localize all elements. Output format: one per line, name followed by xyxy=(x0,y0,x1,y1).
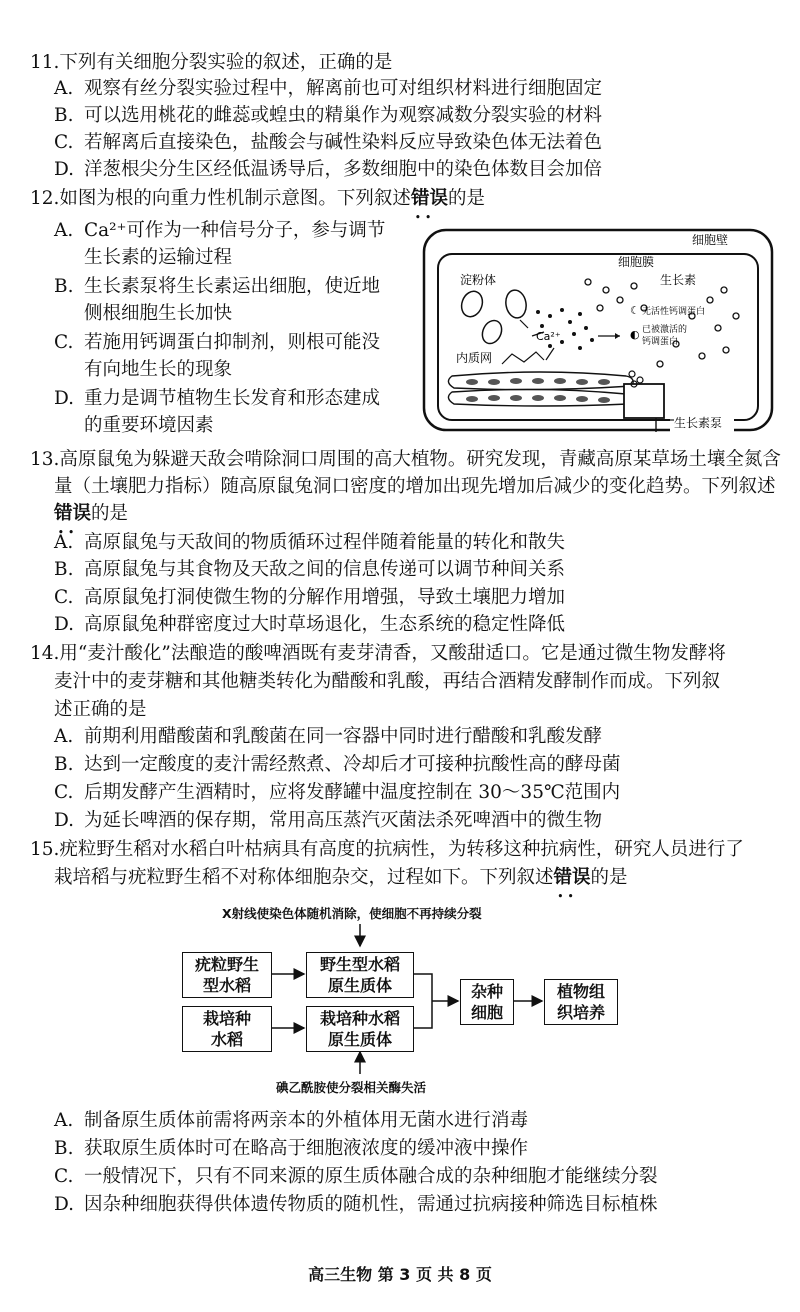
q11-option-a xyxy=(54,76,602,102)
q14-option-d xyxy=(54,808,602,834)
tissue-culture-box xyxy=(544,979,618,1025)
option-text: 生长素泵将生长素运出细胞，使近地 xyxy=(84,276,381,297)
cell-membrane-label: 细胞膜 xyxy=(618,255,655,269)
q13-stem-line2: 量（土壤肥力指标）随高原鼠兔洞口密度的增加出现先增加后减少的变化趋势。下列叙述 xyxy=(54,476,776,497)
box-line: 原生质体 xyxy=(327,976,392,995)
option-letter: C. xyxy=(54,132,74,153)
cell-wall-label: 细胞壁 xyxy=(692,233,729,247)
option-text: 可以选用桃花的雌蕊或蝗虫的精巢作为观察减数分裂实验的材料 xyxy=(84,105,603,126)
q12-option-c-cont: 有向地生长的现象 xyxy=(84,359,233,380)
option-letter: C. xyxy=(54,332,74,353)
option-letter: C. xyxy=(54,782,74,803)
q15-stem-line2 xyxy=(54,865,628,891)
auxin-label: 生长素 xyxy=(660,273,697,287)
option-text: 制备原生质体前需将两亲本的外植体用无菌水进行消毒 xyxy=(84,1110,529,1131)
active-cam-label-2: 钙调蛋白 xyxy=(642,337,679,347)
active-cam-label-1: 已被激活的 xyxy=(642,325,688,335)
option-letter: D. xyxy=(54,1194,75,1215)
option-text: 重力是调节植物生长发育和形态建成 xyxy=(84,388,381,409)
emphasis-word: 错误 • • xyxy=(554,867,591,888)
box-line: 栽培种 xyxy=(202,1009,251,1028)
option-letter: A. xyxy=(54,78,74,99)
option-letter: A. xyxy=(54,532,74,553)
option-letter: C. xyxy=(54,587,74,608)
box-line: 织培养 xyxy=(556,1003,605,1022)
option-text: 洋葱根尖分生区经低温诱导后，多数细胞中的染色体数目会加倍 xyxy=(84,159,603,180)
stem-text: 的是 xyxy=(590,867,628,888)
box-line: 野生型水稻 xyxy=(319,955,400,974)
stem-text: 的是 xyxy=(91,503,129,524)
q14-option-c xyxy=(54,780,620,806)
box-line: 植物组 xyxy=(556,982,605,1001)
q12-option-c xyxy=(54,330,380,356)
option-text: 高原鼠兔种群密度过大时草场退化，生态系统的稳定性降低 xyxy=(84,614,566,635)
page-footer: 高三生物 第 3 页 共 8 页 xyxy=(308,1265,492,1284)
q14-option-a xyxy=(54,724,602,750)
option-text: 前期利用醋酸菌和乳酸菌在同一容器中同时进行醋酸和乳酸发酵 xyxy=(84,726,603,747)
option-text: 一般情况下，只有不同来源的原生质体融合成的杂种细胞才能继续分裂 xyxy=(84,1166,658,1187)
emphasis-word: 错误 • • xyxy=(411,188,448,209)
q13-stem-line3 xyxy=(54,501,128,527)
box-line: 水稻 xyxy=(210,1030,243,1049)
option-text: 观察有丝分裂实验过程中，解离前也可对组织材料进行细胞固定 xyxy=(84,78,603,99)
option-letter: B. xyxy=(54,276,74,297)
option-text: 为延长啤酒的保存期，常用高压蒸汽灭菌法杀死啤酒中的微生物 xyxy=(84,810,603,831)
option-text: 高原鼠兔与其食物及天敌之间的信息传递可以调节种间关系 xyxy=(84,559,566,580)
q12-stem xyxy=(30,186,485,212)
er-label: 内质网 xyxy=(456,351,493,365)
option-text: 若施用钙调蛋白抑制剂，则根可能没 xyxy=(84,332,381,353)
option-text: 达到一定酸度的麦汁需经熬煮、冷却后才可接种抗酸性高的酵母菌 xyxy=(84,754,621,775)
q14-stem-line1: 14.用“麦汁酸化”法酿造的酸啤酒既有麦芽清香，又酸甜适口。它是通过微生物发酵将 xyxy=(30,643,726,664)
er-network xyxy=(502,352,544,364)
wild-rice-box xyxy=(182,952,272,998)
q12-option-b-cont: 侧根细胞生长加快 xyxy=(84,303,233,324)
inactive-cam-label: 无活性钙调蛋白 xyxy=(642,307,706,317)
box-line: 栽培种水稻 xyxy=(319,1009,400,1028)
q14-stem-line2: 麦汁中的麦芽糖和其他糖类转化为醋酸和乳酸，再结合酒精发酵制作而成。下列叙 xyxy=(54,671,721,692)
option-text: Ca²⁺可作为一种信号分子，参与调节 xyxy=(84,220,386,241)
hybrid-cell-box xyxy=(460,979,514,1025)
gravitropism-diagram xyxy=(420,224,778,440)
xray-note: X射线使染色体随机消除，使细胞不再持续分裂 xyxy=(222,906,482,921)
q11-option-d xyxy=(54,157,602,183)
amyloplasts xyxy=(458,288,528,346)
auxin-molecules xyxy=(585,279,739,367)
active-cam-symbol: ◐ xyxy=(630,328,640,341)
amyloplast-label: 淀粉体 xyxy=(460,273,497,287)
box-line: 原生质体 xyxy=(327,1030,392,1049)
emphasis-word: 错误 • • xyxy=(54,503,91,524)
option-letter: D. xyxy=(54,614,75,635)
q13-option-c xyxy=(54,585,565,611)
q14-option-b xyxy=(54,752,621,778)
option-letter: D. xyxy=(54,388,75,409)
q14-stem-line3: 述正确的是 xyxy=(54,699,147,720)
option-letter: D. xyxy=(54,810,75,831)
option-text: 获取原生质体时可在略高于细胞液浓度的缓冲液中操作 xyxy=(84,1138,529,1159)
q12-option-a-cont: 生长素的运输过程 xyxy=(84,247,233,268)
calcium-label: Ca²⁺ xyxy=(536,330,561,343)
q13-stem-line1: 13.高原鼠兔为躲避天敌会啃除洞口周围的高大植物。研究发现，青藏高原某草场土壤全氮含 xyxy=(30,449,781,470)
activation-arrowhead xyxy=(615,333,620,339)
option-text: 因杂种细胞获得供体遗传物质的随机性，需通过抗病接种筛选目标植株 xyxy=(84,1194,658,1215)
option-letter: A. xyxy=(54,220,74,241)
q11-option-c xyxy=(54,130,602,156)
option-text: 高原鼠兔打洞使微生物的分解作用增强，导致土壤肥力增加 xyxy=(84,587,566,608)
auxin-pump-box xyxy=(624,384,664,418)
q11-stem: 11.下列有关细胞分裂实验的叙述，正确的是 xyxy=(30,52,393,73)
q12-option-b xyxy=(54,274,380,300)
wild-protoplast-box xyxy=(306,952,414,998)
stem-text: 的是 xyxy=(447,188,485,209)
er-arrow xyxy=(546,348,554,360)
q13-option-a xyxy=(54,530,565,556)
q12-option-a xyxy=(54,218,385,244)
q13-option-b xyxy=(54,557,565,583)
option-letter: A. xyxy=(54,726,74,747)
stem-text: 12.如图为根的向重力性机制示意图。下列叙述 xyxy=(30,188,411,209)
q12-option-d-cont: 的重要环境因素 xyxy=(84,415,214,436)
box-line: 型水稻 xyxy=(202,976,251,995)
cultivated-rice-box xyxy=(182,1006,272,1052)
option-letter: B. xyxy=(54,1138,74,1159)
auxin-pump-label: 生长素泵 xyxy=(674,416,723,430)
q13-option-d xyxy=(54,612,565,638)
hybridization-flowchart xyxy=(170,902,640,1098)
q11-option-b xyxy=(54,103,602,129)
iodoacetamide-note: 碘乙酰胺使分裂相关酶失活 xyxy=(276,1080,427,1095)
q15-stem-line1: 15.疣粒野生稻对水稻白叶枯病具有高度的抗病性，为转移这种抗病性，研究人员进行了 xyxy=(30,839,744,860)
calcium-dots xyxy=(536,308,594,350)
option-letter: C. xyxy=(54,1166,74,1187)
box-line: 疣粒野生 xyxy=(194,955,259,974)
inactive-cam-symbol: ☾ xyxy=(630,304,640,317)
q15-option-a xyxy=(54,1108,528,1134)
q12-option-d xyxy=(54,386,380,412)
q15-option-d xyxy=(54,1192,658,1218)
option-letter: A. xyxy=(54,1110,74,1131)
option-letter: B. xyxy=(54,559,74,580)
option-text: 若解离后直接染色，盐酸会与碱性染料反应导致染色体无法着色 xyxy=(84,132,603,153)
q15-option-b xyxy=(54,1136,528,1162)
option-letter: B. xyxy=(54,105,74,126)
option-text: 后期发酵产生酒精时，应将发酵罐中温度控制在 30～35℃范围内 xyxy=(84,782,621,803)
box-line: 杂种 xyxy=(470,982,503,1001)
option-letter: D. xyxy=(54,159,75,180)
option-letter: B. xyxy=(54,754,74,775)
cultivated-protoplast-box xyxy=(306,1006,414,1052)
q15-option-c xyxy=(54,1164,658,1190)
stem-text: 栽培稻与疣粒野生稻不对称体细胞杂交，过程如下。下列叙述 xyxy=(54,867,554,888)
option-text: 高原鼠兔与天敌间的物质循环过程伴随着能量的转化和散失 xyxy=(84,532,566,553)
box-line: 细胞 xyxy=(470,1003,503,1022)
